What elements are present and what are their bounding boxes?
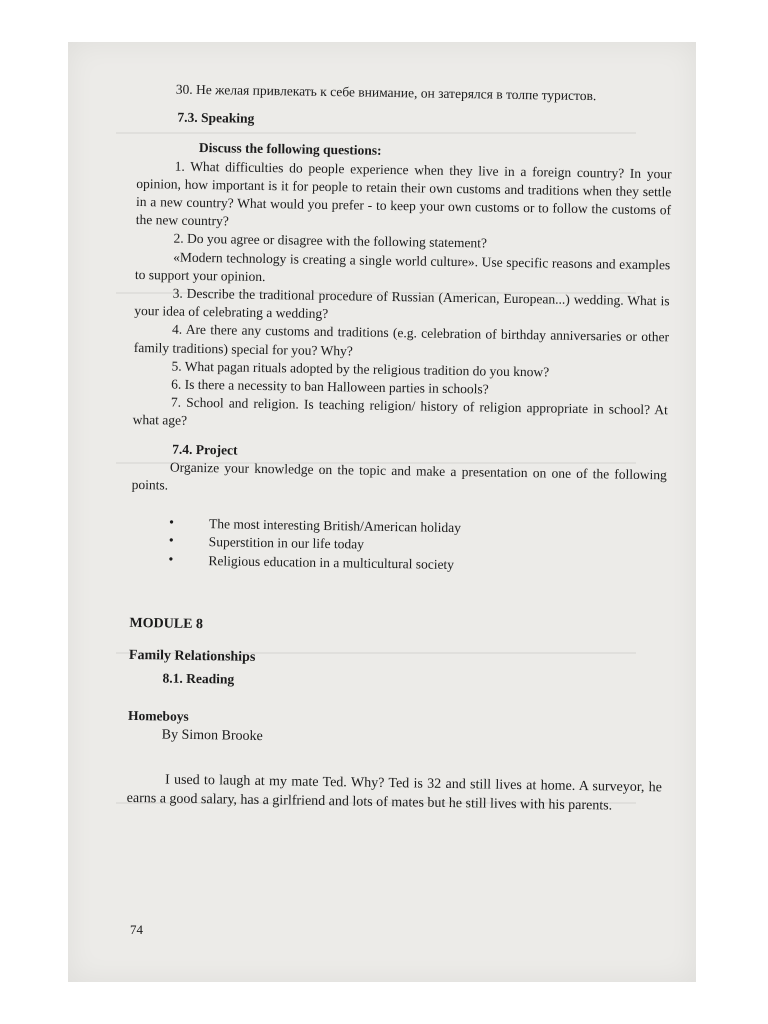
list-item: • The most interesting British/American holiday [169, 515, 666, 541]
list-item: • Religious education in a multicultural society [168, 551, 665, 577]
question-4: 4. Are there any customs and traditions (e.g. celebration of birthday anniversaries or other family traditions) special for you? Why? [133, 322, 670, 359]
project-intro: Organize your knowledge on the topic and make a presentation on one of the following points. [131, 459, 667, 493]
module-subtitle: Family Relationships [128, 648, 256, 665]
exercise-item-30: 30. Не желая привлекать к себе внимание, он затерялся в толпе туристов. [175, 81, 597, 104]
story-paragraph: I used to laugh at my mate Ted. Why? Ted is 32 and still lives at home. A surveyor, he earns a good salary, has a girlfriend and lots of mates but he still lives with his parents. [126, 772, 663, 814]
list-item: • Superstition in our life today [169, 533, 666, 559]
story-title: Homeboys [127, 708, 189, 725]
question-5: 5. What pagan rituals adopted by the religious tradition do you know? [171, 358, 550, 380]
question-6: 6. Is there a necessity to ban Halloween parties in schools? [171, 376, 489, 397]
question-2: 2. Do you agree or disagree with the following statement? [173, 231, 488, 251]
question-2-statement: «Modern technology is creating a single world culture». Use specific reasons and examples to support your opinion. [134, 249, 671, 284]
question-1: 1. What difficulties do people experience when they live in a foreign country? In your opinion, how important is it for people to retain their own customs and traditions when they settle in a new country? What would you prefer - to keep your own customs or to follow the customs of the new country? [135, 158, 672, 229]
page-content [127, 80, 673, 816]
story-byline: By Simon Brooke [161, 727, 263, 744]
question-7: 7. School and religion. Is teaching religion/ history of religion appropriate in school? At what age? [132, 394, 668, 429]
question-3: 3. Describe the traditional procedure of Russian (American, European...) wedding. What is your idea of celebrating a wedding? [134, 285, 670, 322]
speaking-heading: 7.3. Speaking [177, 109, 255, 127]
project-heading: 7.4. Project [172, 441, 238, 458]
discuss-heading: Discuss the following questions: [198, 140, 382, 159]
page-number: 74 [130, 922, 143, 937]
reading-heading: 8.1. Reading [162, 670, 235, 687]
project-points-list [130, 514, 666, 577]
module-title: MODULE 8 [129, 615, 204, 632]
